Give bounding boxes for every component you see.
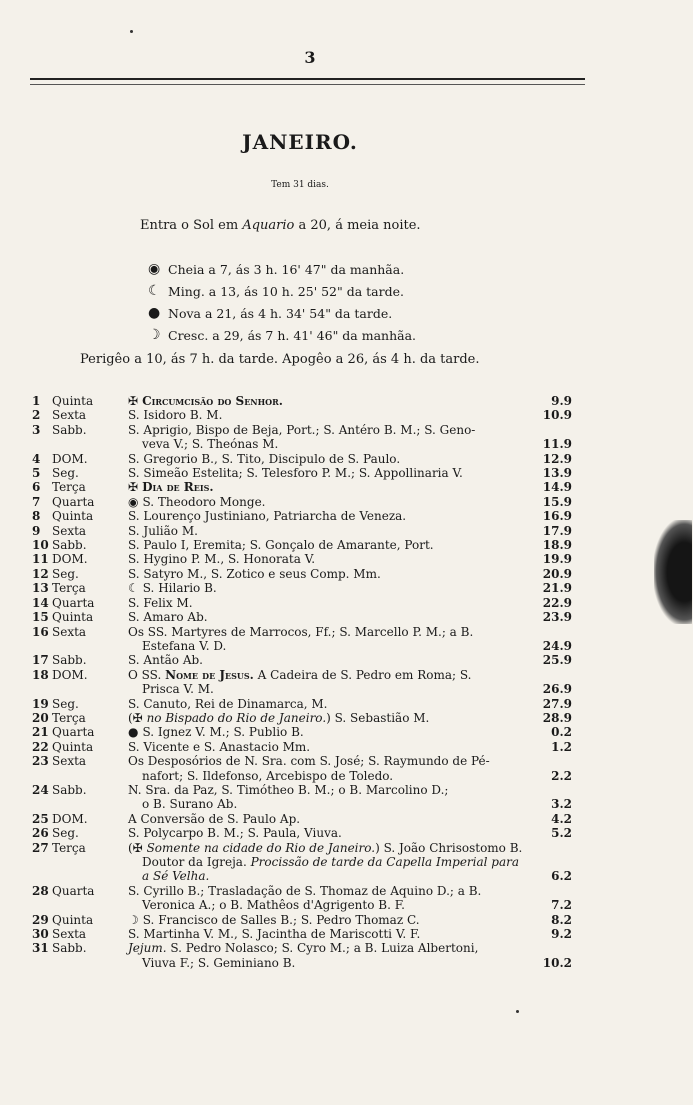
saint-text-main: S. Polycarpo B. M.; S. Paula, Viuva. (128, 826, 342, 841)
saint-text-prefix: (✠ (128, 710, 147, 725)
day-number: 5 (32, 466, 41, 481)
weekday: Sexta (52, 624, 87, 639)
feast-symbol-icon: ◉ (128, 494, 139, 509)
day-number: 3 (32, 422, 41, 437)
calendar-day-row (32, 884, 572, 913)
saint-text-main: S. Vicente e S. Anastacio Mm. (128, 739, 311, 754)
calendar-day-row (32, 941, 572, 970)
saint-text (128, 812, 528, 826)
moon-age-value: 1.2 (551, 739, 572, 754)
moon-age-value: 9.9 (551, 394, 572, 408)
day-number: 19 (32, 696, 49, 711)
ink-blot (654, 520, 692, 624)
calendar-day-row (32, 596, 572, 610)
weekday: Seg. (52, 566, 79, 581)
saint-text (128, 884, 528, 898)
calendar-day-row (32, 927, 572, 941)
weekday: Sabb. (52, 653, 87, 668)
moon-age-value: 22.9 (542, 595, 572, 610)
saint-text-continuation (128, 797, 528, 811)
calendar-day-row (32, 783, 572, 812)
day-number: 1 (32, 394, 41, 408)
day-number: 24 (32, 782, 49, 797)
day-number: 28 (32, 883, 49, 898)
saint-text (128, 711, 528, 725)
saint-text-main: S. Gregorio B., S. Tito, Discipulo de S. Paulo. (128, 451, 401, 466)
weekday: Quarta (52, 595, 95, 610)
feast-name: Dia de Reis. (142, 480, 214, 495)
saint-text-main: S. Pedro Nolasco; S. Cyro M.; a B. Luiza Albertoni, (166, 941, 479, 956)
saint-text-continuation (128, 682, 528, 696)
calendar-day-row (32, 495, 572, 509)
moon-age-value: 26.9 (542, 682, 572, 697)
day-number: 18 (32, 667, 49, 682)
calendar-day-row (32, 625, 572, 654)
saint-text-main: S. Antão Ab. (128, 653, 203, 668)
moon-age-value: 14.9 (542, 480, 572, 495)
calendar-day-row (32, 826, 572, 840)
day-number: 21 (32, 725, 49, 740)
saint-text (128, 524, 528, 538)
weekday: Seg. (52, 696, 79, 711)
saint-text-main: S. Ignez V. M.; S. Publio B. (142, 725, 304, 740)
saint-text (128, 509, 528, 523)
saint-text (128, 567, 528, 581)
saint-text (128, 452, 528, 466)
continuation-text: Viuva F.; S. Geminiano B. (142, 955, 296, 970)
moon-age-value: 16.9 (542, 509, 572, 524)
weekday: Quarta (52, 494, 95, 509)
weekday: Sexta (52, 523, 87, 538)
calendar-day-row (32, 740, 572, 754)
saint-text-continuation (128, 437, 528, 451)
saint-text (128, 495, 528, 509)
weekday: Terça (52, 840, 86, 855)
continuation-text: Doutor da Igreja. (142, 855, 247, 869)
saint-text-main: Os SS. Martyres de Marrocos, Ff.; S. Marcello P. M.; a B. (128, 624, 474, 639)
moon-age-value: 15.9 (542, 494, 572, 509)
saint-text-prefix: (✠ (128, 840, 147, 855)
moon-age-value: 25.9 (542, 653, 572, 668)
saint-text (128, 596, 528, 610)
calendar-day-row (32, 913, 572, 927)
calendar-day-row (32, 394, 572, 408)
saint-text (128, 581, 528, 595)
calendar-day-row (32, 668, 572, 697)
saint-text (128, 941, 528, 955)
weekday: Quinta (52, 610, 94, 625)
day-number: 20 (32, 710, 49, 725)
day-number: 9 (32, 523, 41, 538)
weekday: Quinta (52, 509, 94, 524)
feast-symbol-icon: ✠ (128, 394, 139, 408)
calendar-day-row (32, 452, 572, 466)
weekday: Terça (52, 581, 86, 596)
calendar-day-row (32, 711, 572, 725)
calendar-day-row (32, 552, 572, 566)
saint-text (128, 697, 528, 711)
weekday: Terça (52, 710, 86, 725)
saint-text-main: ) S. João Chrisostomo B. (375, 840, 523, 855)
saint-text-main: S. Canuto, Rei de Dinamarca, M. (128, 696, 328, 711)
moon-phase-row (148, 258, 548, 280)
page-number: 3 (304, 48, 316, 67)
weekday: Seg. (52, 466, 79, 481)
moon-age-value: 28.9 (542, 710, 572, 725)
header-rule (30, 78, 585, 85)
sun-entry-suffix: a 20, á meia noite. (294, 218, 421, 233)
calendar-day-row (32, 581, 572, 595)
saint-text (128, 653, 528, 667)
moon-age-value: 10.9 (542, 408, 572, 423)
moon-age-value: 13.9 (542, 466, 572, 481)
saint-text-main: S. Isidoro B. M. (128, 408, 223, 423)
moon-phase-text: Cheia a 7, ás 3 h. 16' 47" da manhãa. (168, 261, 405, 277)
sun-entry (140, 218, 560, 233)
calendar-day-row (32, 653, 572, 667)
weekday: Sexta (52, 927, 87, 942)
continuation-text: nafort; S. Ildefonso, Arcebispo de Toledo. (142, 768, 394, 783)
day-number: 6 (32, 480, 41, 495)
moon-age-value: 11.9 (542, 437, 572, 452)
moon-phase-text: Cresc. a 29, ás 7 h. 41' 46" da manhãa. (168, 327, 416, 343)
day-number: 15 (32, 610, 49, 625)
calendar-day-row (32, 754, 572, 783)
day-number: 14 (32, 595, 49, 610)
weekday: DOM. (52, 552, 88, 567)
saint-text-main: S. Hygino P. M., S. Honorata V. (128, 552, 316, 567)
day-number: 31 (32, 941, 49, 956)
saint-text (128, 841, 528, 855)
saint-text-main: A Conversão de S. Paulo Ap. (128, 811, 301, 826)
saint-text (128, 927, 528, 941)
italic-note: no Bispado do Rio de Janeiro. (146, 710, 327, 725)
day-number: 12 (32, 566, 49, 581)
calendar-day-row (32, 524, 572, 538)
saint-text (128, 466, 528, 480)
day-number: 10 (32, 538, 49, 553)
zodiac-sign: Aquario (242, 218, 295, 233)
moon-phase-text: Nova a 21, ás 4 h. 34' 54" da tarde. (168, 305, 393, 321)
feast-name: Nome de Jesus. (165, 667, 254, 682)
saint-text-continuation (128, 855, 528, 884)
saint-text-main: S. Simeão Estelita; S. Telesforo P. M.; S. Appollinaria V. (128, 466, 463, 481)
day-number: 23 (32, 754, 49, 769)
continuation-italic: Procissão de tarde da Capella Imperial para a Sé Velha. (142, 855, 520, 884)
weekday: Sabb. (52, 782, 87, 797)
moon-age-value: 8.2 (551, 912, 572, 927)
moon-age-value: 20.9 (542, 566, 572, 581)
moon-phase-row (148, 302, 548, 324)
day-number: 16 (32, 624, 49, 639)
feast-symbol-icon: ☾ (128, 581, 139, 596)
saint-text-main: ) S. Sebastião M. (326, 710, 430, 725)
saint-text-main: S. Felix M. (128, 595, 193, 610)
calendar-day-row (32, 538, 572, 552)
calendar-day-row (32, 697, 572, 711)
day-number: 27 (32, 840, 49, 855)
saint-text (128, 826, 528, 840)
calendar-day-row (32, 509, 572, 523)
saint-text-main: A Cadeira de S. Pedro em Roma; S. (253, 667, 472, 682)
saint-text-main: S. Lourenço Justiniano, Patriarcha de Veneza. (128, 509, 407, 524)
weekday: DOM. (52, 451, 88, 466)
day-number: 13 (32, 581, 49, 596)
saint-text (128, 394, 528, 408)
saint-text (128, 552, 528, 566)
saint-text-main: S. Martinha V. M., S. Jacintha de Mariscotti V. F. (128, 927, 421, 942)
new-moon-icon: ● (148, 305, 161, 321)
saint-text-continuation (128, 769, 528, 783)
calendar-day-row (32, 423, 572, 452)
fast-note: Jejum. (128, 941, 167, 956)
moon-age-value: 2.2 (551, 768, 572, 783)
moon-age-value: 19.9 (542, 552, 572, 567)
saint-text-main: S. Aprigio, Bispo de Beja, Port.; S. Antéro B. M.; S. Geno- (128, 422, 476, 437)
italic-note: Somente na cidade do Rio de Janeiro. (146, 840, 376, 855)
moon-age-value: 9.2 (551, 927, 572, 942)
perigee-apogee: Perigêo a 10, ás 7 h. da tarde. Apogêo a 26, ás 4 h. da tarde. (80, 352, 480, 367)
continuation-text: o B. Surano Ab. (142, 797, 238, 812)
day-number: 22 (32, 739, 49, 754)
saint-text-main: N. Sra. da Paz, S. Timótheo B. M.; o B. Marcolino D.; (128, 782, 449, 797)
feast-symbol-icon: ☽ (128, 912, 139, 927)
continuation-text: Veronica A.; o B. Mathêos d'Agrigento B. F. (142, 898, 405, 913)
day-number: 30 (32, 927, 49, 942)
weekday: DOM. (52, 811, 88, 826)
saint-text-main: S. Satyro M., S. Zotico e seus Comp. Mm. (128, 566, 381, 581)
saint-text (128, 740, 528, 754)
moon-age-value: 7.2 (551, 898, 572, 913)
saint-text-main: S. Cyrillo B.; Trasladação de S. Thomaz de Aquino D.; a B. (128, 883, 482, 898)
days-note: Tem 31 dias. (271, 180, 329, 190)
saint-text (128, 625, 528, 639)
moon-phase-row (148, 280, 548, 302)
day-number: 7 (32, 494, 41, 509)
saint-text-continuation (128, 898, 528, 912)
saint-text-main: S. Amaro Ab. (128, 610, 208, 625)
feast-name: Circumcisão do Senhor. (142, 394, 283, 408)
day-number: 26 (32, 826, 49, 841)
calendar-list (32, 394, 572, 970)
calendar-day-row (32, 841, 572, 884)
moon-age-value: 4.2 (551, 811, 572, 826)
weekday: Sabb. (52, 422, 87, 437)
month-title: JANEIRO. (242, 130, 358, 154)
saint-text-main: S. Paulo I, Eremita; S. Gonçalo de Amarante, Port. (128, 538, 434, 553)
moon-age-value: 5.2 (551, 826, 572, 841)
calendar-day-row (32, 567, 572, 581)
moon-age-value: 6.2 (551, 869, 572, 884)
sun-entry-prefix: Entra o Sol em (140, 218, 243, 233)
continuation-text: Prisca V. M. (142, 682, 214, 697)
day-number: 29 (32, 912, 49, 927)
saint-text-continuation (128, 639, 528, 653)
weekday: Quarta (52, 883, 95, 898)
saint-text-main: S. Theodoro Monge. (142, 494, 266, 509)
weekday: Quinta (52, 912, 94, 927)
moon-phase-row (148, 324, 548, 346)
moon-age-value: 18.9 (542, 538, 572, 553)
continuation-text: veva V.; S. Theónas M. (142, 437, 279, 452)
moon-phases (148, 258, 548, 346)
day-number: 11 (32, 552, 49, 567)
moon-age-value: 0.2 (551, 725, 572, 740)
saint-text-main: S. Julião M. (128, 523, 198, 538)
last-quarter-icon: ☾ (148, 283, 161, 299)
weekday: Sabb. (52, 538, 87, 553)
first-quarter-icon: ☽ (148, 327, 161, 343)
weekday: Quinta (52, 739, 94, 754)
weekday: DOM. (52, 667, 88, 682)
weekday: Terça (52, 480, 86, 495)
weekday: Quinta (52, 394, 94, 408)
saint-text (128, 610, 528, 624)
saint-text (128, 423, 528, 437)
day-number: 17 (32, 653, 49, 668)
calendar-day-row (32, 610, 572, 624)
saint-text-main: S. Hilario B. (142, 581, 217, 596)
weekday: Seg. (52, 826, 79, 841)
feast-symbol-icon: ✠ (128, 480, 139, 495)
moon-age-value: 10.2 (542, 955, 572, 970)
moon-age-value: 12.9 (542, 451, 572, 466)
saint-text-prefix: O SS. (128, 667, 166, 682)
weekday: Sexta (52, 408, 87, 423)
day-number: 8 (32, 509, 41, 524)
saint-text-main: Os Desposórios de N. Sra. com S. José; S. Raymundo de Pé- (128, 754, 490, 769)
moon-age-value: 3.2 (551, 797, 572, 812)
weekday: Sexta (52, 754, 87, 769)
saint-text (128, 754, 528, 768)
continuation-text: Estefana V. D. (142, 638, 227, 653)
saint-text (128, 725, 528, 739)
speck (516, 1010, 519, 1013)
weekday: Sabb. (52, 941, 87, 956)
calendar-day-row (32, 725, 572, 739)
saint-text (128, 538, 528, 552)
saint-text (128, 480, 528, 494)
calendar-day-row (32, 812, 572, 826)
moon-age-value: 17.9 (542, 523, 572, 538)
moon-age-value: 21.9 (542, 581, 572, 596)
saint-text-continuation (128, 956, 528, 970)
calendar-day-row (32, 466, 572, 480)
weekday: Quarta (52, 725, 95, 740)
day-number: 25 (32, 811, 49, 826)
day-number: 4 (32, 451, 41, 466)
calendar-day-row (32, 480, 572, 494)
saint-text (128, 668, 528, 682)
saint-text (128, 913, 528, 927)
feast-symbol-icon: ● (128, 725, 139, 740)
moon-age-value: 23.9 (542, 610, 572, 625)
saint-text-main: S. Francisco de Salles B.; S. Pedro Thomaz C. (142, 912, 420, 927)
speck (130, 30, 133, 33)
calendar-day-row (32, 408, 572, 422)
full-moon-icon: ◉ (148, 261, 161, 277)
moon-age-value: 27.9 (542, 696, 572, 711)
day-number: 2 (32, 408, 41, 423)
saint-text (128, 408, 528, 422)
moon-phase-text: Ming. a 13, ás 10 h. 25' 52" da tarde. (168, 283, 404, 299)
moon-age-value: 24.9 (542, 638, 572, 653)
saint-text (128, 783, 528, 797)
